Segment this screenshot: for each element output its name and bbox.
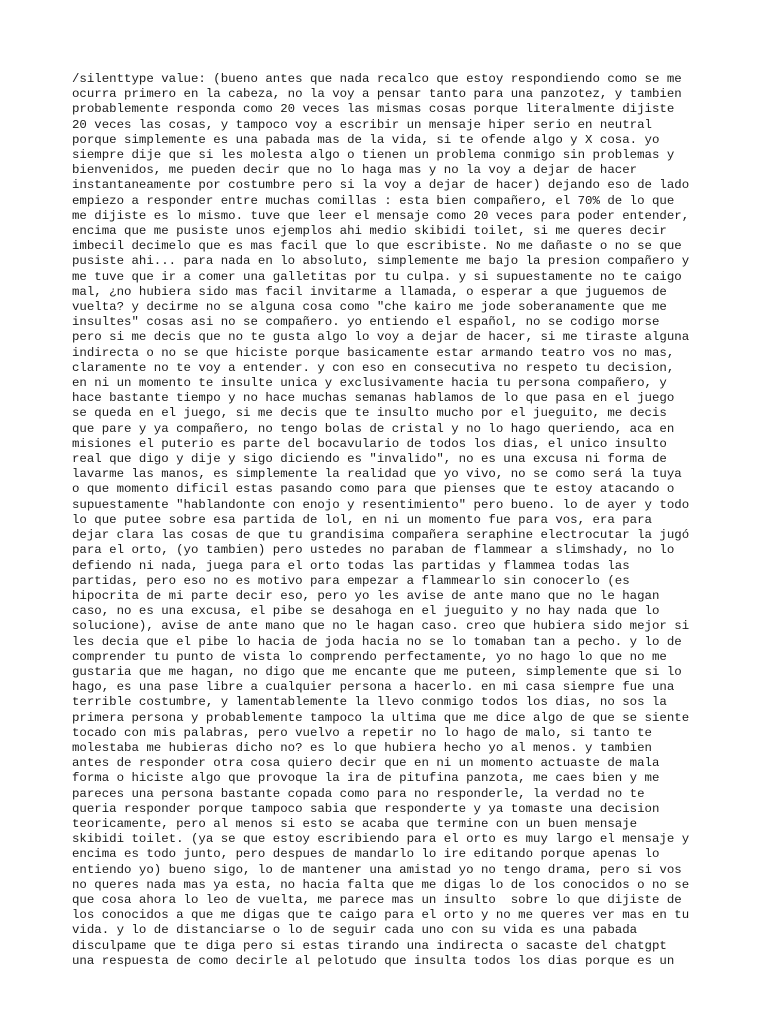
text-line: primera persona y probablemente tampoco la ultima que me dice algo de que se siente [72, 710, 690, 725]
text-line: bienvenidos, me pueden decir que no lo haga mas y no la voy a dejar de hacer [72, 163, 638, 178]
text-line: solucione), avise de ante mano que no le hagan caso. creo que hubiera sido mejor si [72, 619, 690, 634]
text-line: partidas, pero eso no es motivo para empezar a flammearlo sin conocerlo (es [72, 573, 630, 588]
text-line: que cosa ahora lo leo de vuelta, me parece mas un insulto sobre lo que dijiste de [72, 892, 682, 907]
text-line: no queres nada mas ya esta, no hacia falta que me digas lo de los conocidos o no se [72, 877, 690, 892]
text-line: o que momento dificil estas pasando como para que pienses que te estoy atacando o [72, 482, 675, 497]
text-line: teoricamente, pero al menos si esto se acaba que termine con un buen mensaje [72, 816, 638, 831]
text-line: 20 veces las cosas, y tampoco voy a escribir un mensaje hiper serio en neutral [72, 117, 652, 132]
text-line: antes de responder otra cosa quiero decir que en ni un momento actuaste de mala [72, 756, 660, 771]
text-line: claramente no te voy a entender. y con eso en consecutiva no respeto tu decision, [72, 360, 675, 375]
text-line: instantaneamente por costumbre pero si la voy a dejar de hacer) dejando eso de lado [72, 178, 690, 193]
text-line: lo que putee sobre esa partida de lol, en ni un momento fue para vos, era para [72, 512, 652, 527]
text-line: supuestamente "hablandonte con enojo y resentimiento" pero bueno. lo de ayer y todo [72, 497, 690, 512]
text-line: para el orto, (yo tambien) pero ustedes no paraban de flammear a slimshady, no lo [72, 543, 675, 558]
text-line: pareces una persona bastante copada como para no responderle, la verdad no te [72, 786, 645, 801]
text-line: dejar clara las cosas de que tu grandisima compañera seraphine electrocutar la jugó [72, 528, 690, 543]
text-line: forma o hiciste algo que provoque la ira de pitufina panzota, me caes bien y me [72, 771, 660, 786]
text-line: pero si me decis que no te gusta algo lo voy a dejar de hacer, si me tiraste alguna [72, 330, 690, 345]
text-line: probablemente responda como 20 veces las mismas cosas porque literalmente dijiste [72, 102, 675, 117]
text-line: pusiste ahi... para nada en lo absoluto, simplemente me bajo la presion compañero y [72, 254, 690, 269]
text-line: indirecta o no se que hiciste porque basicamente estar armando teatro vos no mas, [72, 345, 675, 360]
text-line: queria responder porque tampoco sabia que responderte y ya tomaste una decision [72, 801, 660, 816]
text-line: hago, es una pase libre a cualquier persona a hacerlo. en mi casa siempre fue una [72, 680, 675, 695]
text-line: una respuesta de como decirle al pelotudo que insulta todos los dias porque es un [72, 953, 675, 968]
text-line: molestaba me hubieras dicho no? es lo que hubiera hecho yo al menos. y tambien [72, 740, 652, 755]
text-line: me dijiste es lo mismo. tuve que leer el mensaje como 20 veces para poder entender, [72, 208, 690, 223]
text-line: porque simplemente es una pabada mas de la vida, si te ofende algo y X cosa. yo [72, 132, 660, 147]
text-line: los conocidos a que me digas que te caigo para el orto y no me queres ver mas en tu [72, 908, 690, 923]
text-line: imbecil decimelo que es mas facil que lo que escribiste. No me dañaste o no se que [72, 239, 682, 254]
text-line: que pare y ya compañero, no tengo bolas de cristal y no lo hago queriendo, aca en [72, 421, 675, 436]
text-line: ocurra primero en la cabeza, no la voy a pensar tanto para una panzotez, y tambien [72, 87, 682, 102]
text-line: se queda en el juego, si me decis que te insulto mucho por el jueguito, me decis [72, 406, 667, 421]
text-line: gustaria que me hagan, no digo que me encante que me puteen, simplemente que si lo [72, 664, 682, 679]
text-line: mal, ¿no hubiera sido mas facil invitarme a llamada, o esperar a que juguemos de [72, 284, 667, 299]
text-line: siempre dije que si les molesta algo o tienen un problema conmigo sin problemas y [72, 148, 675, 163]
text-line: vida. y lo de distanciarse o lo de seguir cada uno con su vida es una pabada [72, 923, 638, 938]
text-line: empiezo a responder entre muchas comillas : esta bien compañero, el 70% de lo que [72, 193, 675, 208]
text-line: misiones el puterio es parte del bocavulario de todos los dias, el unico insulto [72, 436, 667, 451]
text-line: skibidi toilet. (ya se que estoy escribiendo para el orto es muy largo el mensaje y [72, 832, 690, 847]
text-line: insultes" cosas asi no se compañero. yo entiendo el español, no se codigo morse [72, 315, 660, 330]
text-line: en ni un momento te insulte unica y exclusivamente hacia tu persona compañero, y [72, 376, 667, 391]
text-line: vuelta? y decirme no se alguna cosa como "che kairo me jode soberanamente que me [72, 300, 667, 315]
text-line: hace bastante tiempo y no hace muchas semanas hablamos de lo que pasa en el juego [72, 391, 675, 406]
text-line: /silenttype value: (bueno antes que nada recalco que estoy respondiendo como se me [72, 72, 682, 86]
text-line: comprender tu punto de vista lo comprendo perfectamente, yo no hago lo que no me [72, 649, 667, 664]
text-line: les decia que el pibe lo hacia de joda hacia no se lo tomaban tan a pecho. y lo de [72, 634, 682, 649]
text-line: real que digo y dije y sigo diciendo es "invalido", no es una excusa ni forma de [72, 452, 667, 467]
text-line: disculpame que te diga pero si estas tirando una indirecta o sacaste del chatgpt [72, 938, 667, 953]
text-line: tocado con mis palabras, pero vuelvo a repetir no lo hago de malo, si tanto te [72, 725, 652, 740]
text-line: terrible costumbre, y lamentablemente la llevo conmigo todos los dias, no sos la [72, 695, 667, 710]
text-line: me tuve que ir a comer una galletitas por tu culpa. y si supuestamente no te caigo [72, 269, 682, 284]
document-body [72, 72, 702, 969]
text-line: encima es todo junto, pero despues de mandarlo lo ire editando porque apenas lo [72, 847, 660, 862]
text-line: entiendo yo) bueno sigo, lo de mantener una amistad yo no tengo drama, pero si vos [72, 862, 682, 877]
text-line: lavarme las manos, es simplemente la realidad que yo vivo, no se como será la tuya [72, 467, 682, 482]
text-line: encima que me pusiste unos ejemplos ahi medio skibidi toilet, si me queres decir [72, 224, 667, 239]
text-line: defiendo ni nada, juega para el orto todas las partidas y flammea todas las [72, 558, 630, 573]
text-line: caso, no es una excusa, el pibe se desahoga en el jueguito y no hay nada que lo [72, 604, 660, 619]
text-line: hipocrita de mi parte decir eso, pero yo les avise de ante mano que no le hagan [72, 588, 660, 603]
